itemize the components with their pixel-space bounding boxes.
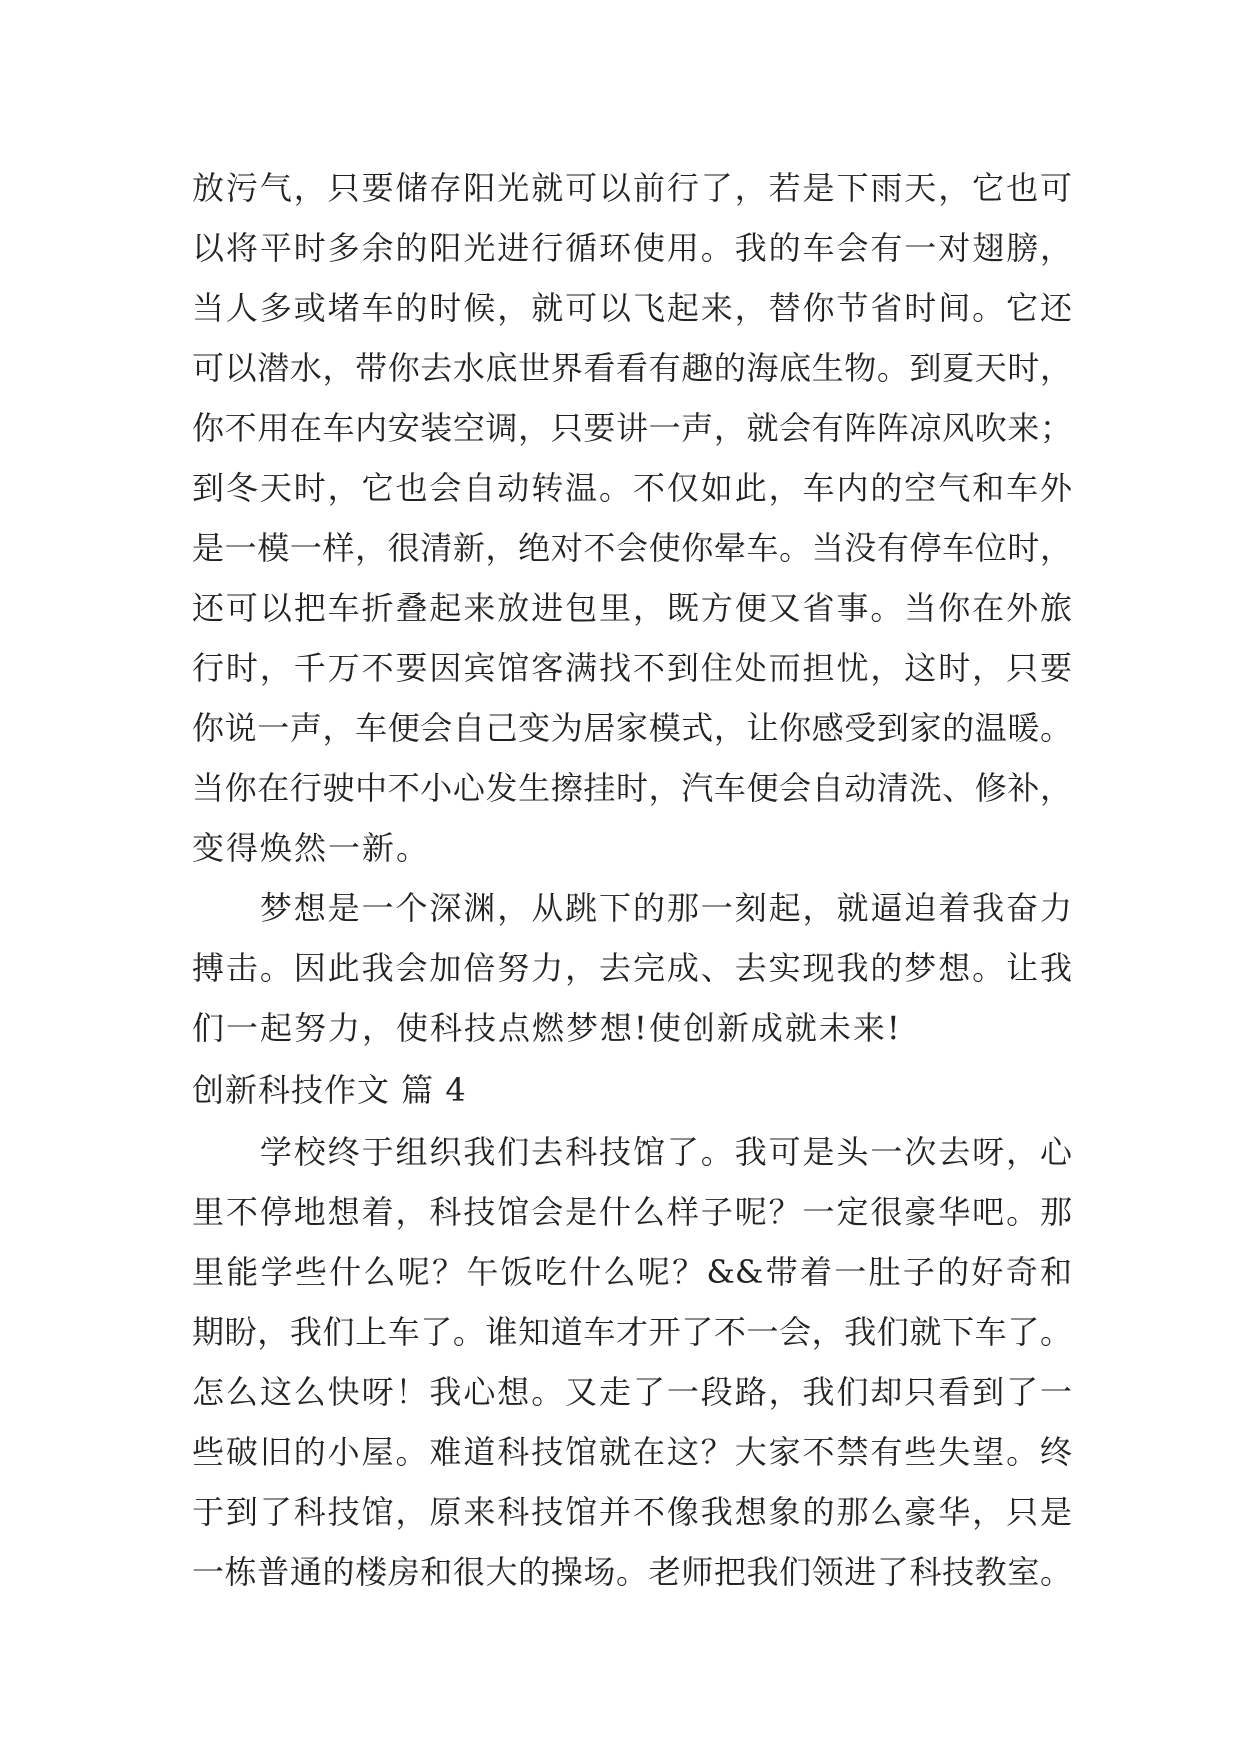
text-line: 变得焕然一新。 <box>192 829 431 867</box>
text-line: 期盼，我们上车了。谁知道车才开了不一会，我们就下车了。 <box>192 1313 1072 1351</box>
text-line: 们一起努力，使科技点燃梦想!使创新成就未来! <box>192 1009 902 1047</box>
text-line: 梦想是一个深渊，从跳下的那一刻起，就逼迫着我奋力 <box>192 889 1072 927</box>
text-line: 可以潜水，带你去水底世界看看有趣的海底生物。到夏天时， <box>192 349 1072 387</box>
text-line: 还可以把车折叠起来放进包里，既方便又省事。当你在外旅 <box>192 589 1072 627</box>
section-heading: 创新科技作文 篇 4 <box>192 1071 467 1109</box>
text-line: 当你在行驶中不小心发生擦挂时，汽车便会自动清洗、修补， <box>192 769 1072 807</box>
text-line: 行时，千万不要因宾馆客满找不到住处而担忧，这时，只要 <box>192 649 1072 687</box>
text-line: 你不用在车内安装空调，只要讲一声，就会有阵阵凉风吹来； <box>192 409 1072 447</box>
text-line: 搏击。因此我会加倍努力，去完成、去实现我的梦想。让我 <box>192 949 1072 987</box>
text-line: 怎么这么快呀！我心想。又走了一段路，我们却只看到了一 <box>192 1373 1072 1411</box>
text-line: 当人多或堵车的时候，就可以飞起来，替你节省时间。它还 <box>192 289 1072 327</box>
text-block <box>192 158 1072 1602</box>
text-line: 一栋普通的楼房和很大的操场。老师把我们领进了科技教室。 <box>192 1553 1072 1591</box>
text-line: 你说一声，车便会自己变为居家模式，让你感受到家的温暖。 <box>192 709 1072 747</box>
text-line: 是一模一样，很清新，绝对不会使你晕车。当没有停车位时， <box>192 529 1072 567</box>
text-line: 以将平时多余的阳光进行循环使用。我的车会有一对翅膀， <box>192 229 1072 267</box>
text-line: 里能学些什么呢？午饭吃什么呢？&&带着一肚子的好奇和 <box>192 1253 1072 1291</box>
text-line: 于到了科技馆，原来科技馆并不像我想象的那么豪华，只是 <box>192 1493 1072 1531</box>
text-line: 到冬天时，它也会自动转温。不仅如此，车内的空气和车外 <box>192 469 1072 507</box>
text-line: 里不停地想着，科技馆会是什么样子呢？一定很豪华吧。那 <box>192 1193 1072 1231</box>
text-line: 放污气，只要储存阳光就可以前行了，若是下雨天，它也可 <box>192 169 1072 207</box>
text-line: 些破旧的小屋。难道科技馆就在这？大家不禁有些失望。终 <box>192 1433 1072 1471</box>
text-line: 学校终于组织我们去科技馆了。我可是头一次去呀，心 <box>192 1133 1072 1171</box>
